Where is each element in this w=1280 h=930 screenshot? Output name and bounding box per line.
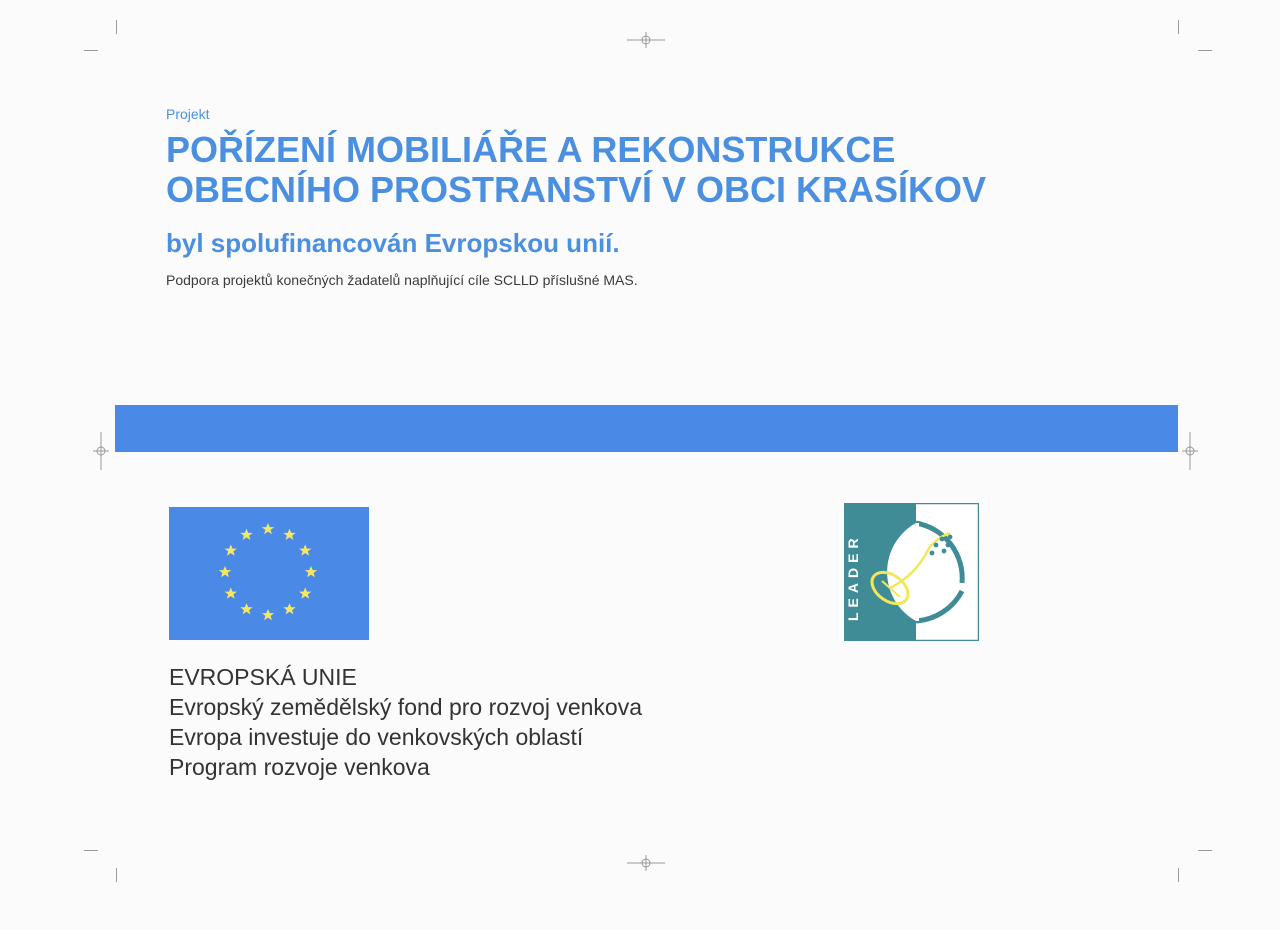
eu-text-block [169, 662, 642, 782]
crop-mark [1178, 868, 1179, 882]
project-title-line1: POŘÍZENÍ MOBILIÁŘE A REKONSTRUKCE [166, 129, 896, 170]
eu-fund-name: Evropský zemědělský fond pro rozvoj venkova [169, 694, 642, 720]
eu-slogan: Evropa investuje do venkovských oblastí [169, 724, 584, 750]
support-text: Podpora projektů konečných žadatelů naplňující cíle SCLLD příslušné MAS. [166, 272, 638, 288]
registration-mark-icon [627, 853, 665, 873]
blue-band [115, 405, 1178, 452]
project-label: Projekt [166, 106, 210, 122]
eu-flag-icon [169, 507, 369, 640]
crop-mark [84, 50, 98, 51]
eu-program-name: Program rozvoje venkova [169, 754, 430, 780]
crop-mark [84, 850, 98, 851]
registration-mark-icon [1180, 432, 1200, 470]
registration-mark-icon [627, 30, 665, 50]
leader-logo-icon [844, 503, 979, 641]
crop-mark [1198, 50, 1212, 51]
project-title [166, 130, 986, 210]
crop-mark [1198, 850, 1212, 851]
eu-name: EVROPSKÁ UNIE [169, 664, 357, 690]
project-title-line2: OBECNÍHO PROSTRANSTVÍ V OBCI KRASÍKOV [166, 169, 987, 210]
crop-mark [116, 868, 117, 882]
eu-stars [169, 507, 369, 640]
project-subtitle: byl spolufinancován Evropskou unií. [166, 228, 620, 258]
registration-mark-icon [91, 432, 111, 470]
crop-mark [1178, 20, 1179, 34]
leader-text: LEADER [845, 533, 861, 621]
crop-mark [116, 20, 117, 34]
